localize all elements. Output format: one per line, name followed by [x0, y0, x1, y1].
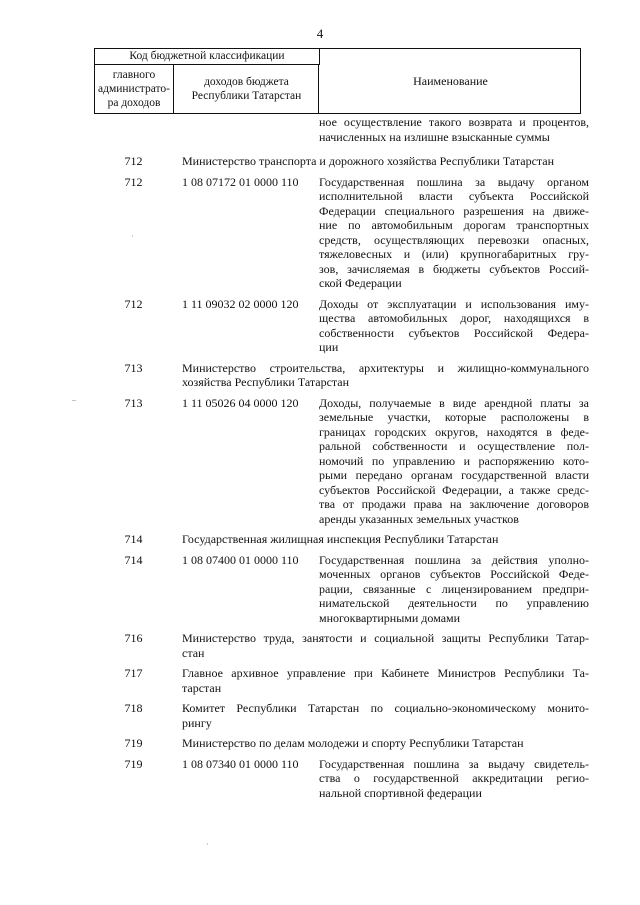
table-row — [94, 757, 594, 801]
budget-classification-code: 1 08 07400 01 0000 110 — [182, 552, 299, 567]
revenue-name-line: Комитет Республики Татарстан по социально-экономическому монито- — [182, 701, 589, 715]
table-row — [94, 532, 594, 547]
revenue-name — [319, 396, 589, 527]
table-row — [94, 361, 594, 390]
admin-code: 712 — [124, 154, 143, 168]
revenue-name-line: Доходы, получаемые в виде арендной платы за — [319, 395, 589, 410]
admin-code: 712 — [124, 296, 143, 311]
revenue-name — [182, 701, 589, 730]
margin-dot-mark: · — [131, 232, 134, 241]
revenue-name-line: тва от продажи права на заключение договоров — [319, 497, 589, 511]
budget-classification-code: 1 11 09032 02 0000 120 — [182, 296, 299, 311]
revenue-name-line: моченных органов субъектов Российской Феде- — [319, 567, 589, 581]
revenue-name-line: собственности субъектов Российской Федера- — [319, 325, 589, 340]
revenue-name-line: тарстан — [182, 680, 222, 695]
table-body — [94, 115, 594, 800]
revenue-name-line: Государственная жилищная инспекция Республики Татарстан — [182, 532, 499, 546]
revenue-name-line: земельные участки, которые расположены в — [319, 410, 589, 424]
table-row — [94, 631, 594, 660]
revenue-name-line: ства о государственной аккредитации регио- — [319, 771, 589, 785]
admin-code: 714 — [124, 552, 143, 567]
margin-dash-mark: – — [72, 395, 76, 404]
revenue-name-line: Доходы от эксплуатации и использования иму- — [319, 296, 589, 311]
revenue-name-line: многоквартирными домами — [319, 610, 461, 625]
revenue-name-line: Государственная пошлина за выдачу свидетель- — [319, 756, 589, 771]
admin-code: 713 — [124, 360, 143, 375]
revenue-name-line: Министерство труда, занятости и социальной защиты Республики Татар- — [182, 631, 589, 645]
revenue-name-line: нальной спортивной федерации — [319, 785, 482, 800]
revenue-name-line: рыми передано органам государственной власти — [319, 468, 589, 482]
revenue-name-line: хозяйства Республики Татарстан — [182, 375, 350, 389]
revenue-name-line: Главное архивное управление при Кабинете Министров Республики Та- — [182, 666, 589, 680]
revenue-name-line: начисленных на излишне взысканные суммы — [319, 129, 550, 144]
revenue-name-line: границах городских округов, находятся в феде- — [319, 424, 589, 439]
revenue-name-line: Министерство транспорта и дорожного хозяйства Республики Татарстан — [182, 154, 555, 168]
admin-code: 717 — [124, 666, 143, 680]
revenue-name-line: номочий по управлению и распоряжению кото- — [319, 453, 589, 468]
table-header — [94, 48, 581, 114]
admin-code: 719 — [124, 756, 143, 771]
page-number: 4 — [316, 26, 324, 41]
budget-classification-code: 1 11 05026 04 0000 120 — [182, 395, 299, 410]
table-row — [94, 297, 594, 355]
revenue-name-line: щества автомобильных дорог, находящихся в — [319, 311, 589, 325]
revenue-name-line: ное осуществление такого возврата и процентов, — [319, 115, 589, 129]
revenue-name-line: Министерство строительства, архитектуры и жилищно-коммунального — [182, 360, 589, 375]
revenue-name — [319, 175, 589, 291]
revenue-name-line: рации, связанные с лицензированием предпри- — [319, 581, 589, 596]
income-column-header — [175, 65, 319, 114]
table-row — [94, 736, 594, 751]
admin-code: 712 — [124, 174, 143, 189]
table-row — [94, 553, 594, 626]
table-row — [94, 175, 594, 291]
revenue-name-line: ции — [319, 340, 339, 354]
revenue-name-line: исполнительной власти субъекта Российской — [319, 189, 589, 203]
revenue-name — [182, 631, 589, 660]
revenue-name — [319, 115, 589, 144]
revenue-name — [182, 154, 589, 169]
revenue-name-line: ние по автомобильным дорогам транспортных — [319, 218, 589, 232]
admin-code: 716 — [124, 631, 143, 645]
table-row — [94, 154, 594, 169]
admin-column-header — [95, 65, 174, 114]
revenue-name — [182, 736, 589, 751]
admin-code: 713 — [124, 395, 143, 410]
revenue-name-line: рингу — [182, 715, 212, 730]
admin-header-line: главного — [112, 69, 156, 81]
income-header-line: доходов бюджета — [204, 76, 289, 88]
revenue-name-line: субъектов Российской Федерации, а также средс- — [319, 482, 589, 497]
admin-header-line: ра доходов — [107, 97, 161, 109]
margin-dot-mark: · — [206, 840, 209, 849]
revenue-name — [319, 297, 589, 355]
revenue-name-line: ской Федерации — [319, 276, 402, 290]
revenue-name-line: аренды указанных земельных участков — [319, 511, 519, 526]
revenue-name — [182, 361, 589, 390]
table-row — [94, 701, 594, 730]
revenue-name-line: тяжеловесных и (или) крупногабаритных гру- — [319, 247, 589, 261]
revenue-name — [182, 666, 589, 695]
budget-classification-code: 1 08 07172 01 0000 110 — [182, 174, 299, 189]
revenue-name-line: стан — [182, 645, 205, 660]
revenue-name-line: зов, зачисляемая в бюджеты субъектов Россий- — [319, 261, 589, 276]
admin-code: 718 — [124, 701, 143, 715]
revenue-name-line: Государственная пошлина за выдачу органом — [319, 174, 589, 189]
revenue-name-line: Федерации специального разрешения на движе- — [319, 203, 589, 218]
revenue-name — [182, 532, 589, 547]
revenue-name-line: Министерство по делам молодежи и спорту Республики Татарстан — [182, 736, 524, 750]
revenue-name-line: ральной собственности и осуществление пол- — [319, 439, 589, 453]
admin-code: 719 — [124, 736, 143, 750]
admin-code: 714 — [124, 532, 143, 546]
budget-classification-code: 1 08 07340 01 0000 110 — [182, 756, 299, 771]
revenue-name-line: нимательской деятельности по управлению — [319, 596, 589, 610]
revenue-name — [319, 553, 589, 626]
name-column-header: Наименование — [413, 74, 488, 88]
budget-classification-header: Код бюджетной классификации — [95, 49, 320, 65]
income-header-line: Республики Татарстан — [191, 90, 302, 102]
revenue-name-line: Государственная пошлина за действия уполно- — [319, 552, 589, 567]
table-row — [94, 396, 594, 527]
table-row — [94, 666, 594, 695]
table-row — [94, 115, 594, 144]
revenue-name — [319, 757, 589, 801]
revenue-name-line: средств, осуществляющих перевозки опасных, — [319, 232, 589, 247]
admin-header-line: администрато- — [98, 83, 170, 95]
